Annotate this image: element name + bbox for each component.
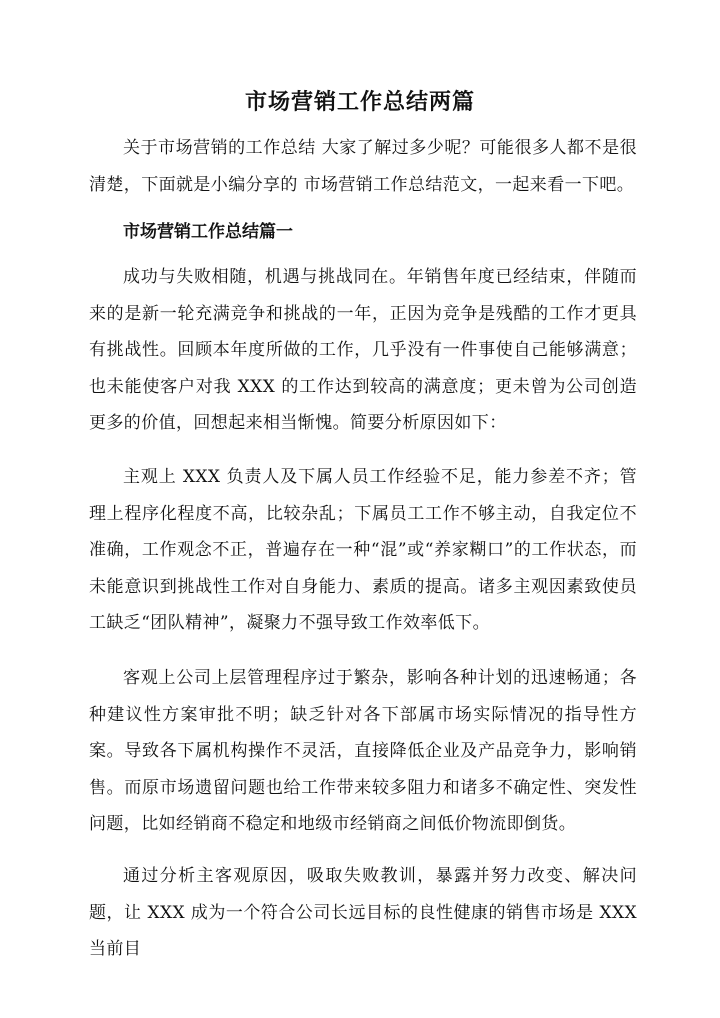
document-title: 市场营销工作总结两篇: [244, 89, 475, 115]
body-paragraph-1: 成功与失败相随，机遇与挑战同在。年销售年度已经结束，伴随而来的是新一轮充满竞争和挑战的一年，正因为竞争是残酷的工作才更具有挑战性。回顾本年度所做的工作，几乎没有一件事使自己能够满意；也未能使客户对我 XXX 的工作达到较高的满意度；更未曾为公司创造更多的价值，回想起来相当惭愧。简要分析原因如下：: [89, 267, 637, 433]
intro-paragraph: 关于市场营销的工作总结 大家了解过多少呢？可能很多人都不是很清楚，下面就是小编分享的 市场营销工作总结范文，一起来看一下吧。: [89, 138, 637, 195]
body-paragraph-4: 通过分析主客观原因，吸取失败教训，暴露并努力改变、解决问题，让 XXX 成为一个符合公司长远目标的良性健康的销售市场是 XXX 当前目: [89, 866, 637, 959]
body-paragraph-3: 客观上公司上层管理程序过于繁杂，影响各种计划的迅速畅通；各种建议性方案审批不明；缺乏针对各下部属市场实际情况的指导性方案。导致各下属机构操作不灵活，直接降低企业及产品竞争力，影响销售。而原市场遗留问题也给工作带来较多阻力和诸多不确定性、突发性问题，比如经销商不稳定和地级市经销商之间低价物流即倒货。: [89, 668, 637, 834]
body-paragraph-2: 主观上 XXX 负责人及下属人员工作经验不足，能力参差不齐；管理上程序化程度不高，比较杂乱；下属员工工作不够主动，自我定位不准确，工作观念不正，普遍存在一种“混”或“养家糊口”的工作状态，而未能意识到挑战性工作对自身能力、素质的提高。诸多主观因素致使员工缺乏“团队精神”，凝聚力不强导致工作效率低下。: [89, 467, 637, 633]
section-heading: 市场营销工作总结篇一: [123, 222, 293, 242]
